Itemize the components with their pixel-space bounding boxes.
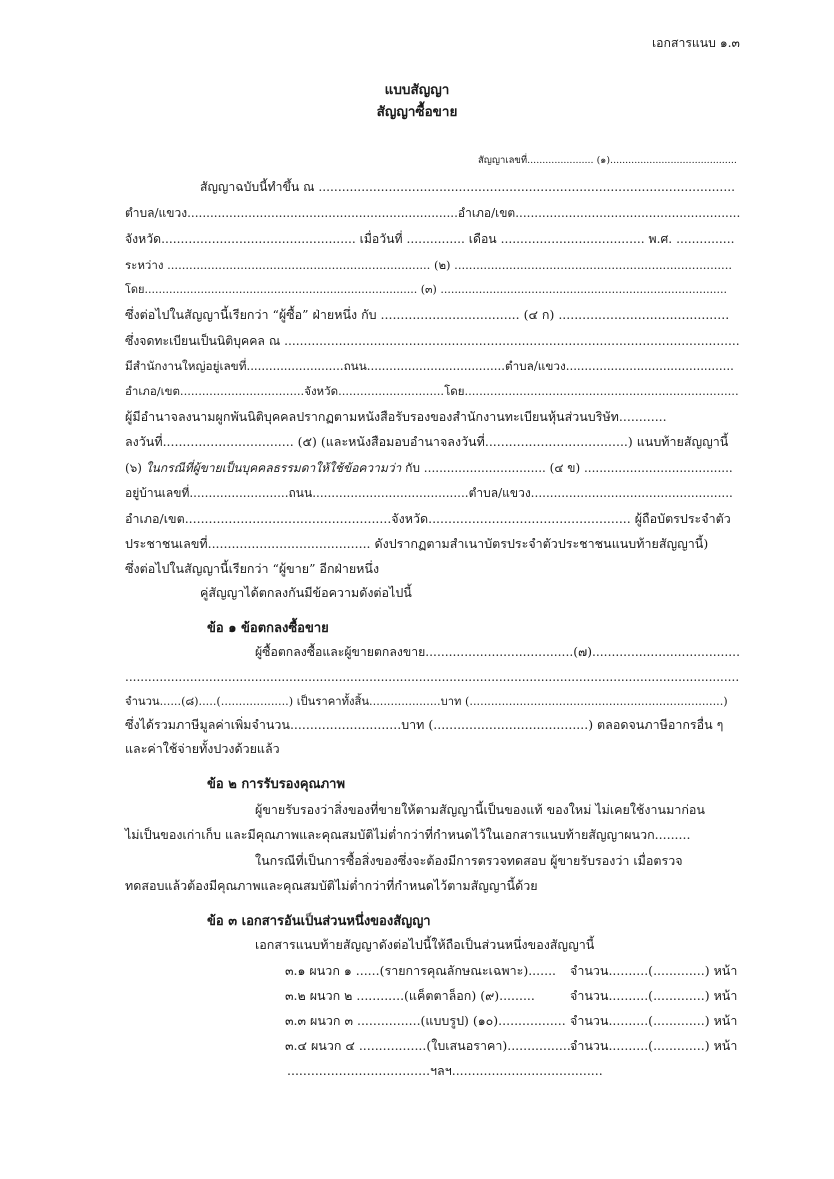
agreement-line: คู่สัญญาได้ตกลงกันมีข้อความดังต่อไปนี้ <box>200 585 412 600</box>
clause-3-heading: ข้อ ๓ เอกสารอันเป็นส่วนหนึ่งของสัญญา <box>207 914 431 929</box>
annex-3-item: ๓.๓ ผนวก ๓ ................(แบบรูป) (๑๐)................. <box>285 1013 566 1028</box>
natural-person-fill: กับ ................................ (๔ ข) ....................................... <box>401 461 733 475</box>
buyer-line: ซึ่งต่อไปในสัญญานี้เรียกว่า “ผู้ซื้อ” ฝ่ายหนึ่ง กับ ................................... (๔ ก) ........................................... <box>125 307 730 322</box>
subdistrict-line: ตำบล/แขวง.......................................................................อำเภอ/เขต........................................................... <box>125 206 741 220</box>
seller-line: ซึ่งต่อไปในสัญญานี้เรียกว่า “ผู้ขาย” อีกฝ่ายหนึ่ง <box>125 561 380 576</box>
clause-1-vat: ซึ่งได้รวมภาษีมูลค่าเพิ่มจำนวน............................บาท (.......................................) ตลอดจนภาษีอากรอื่น ๆ <box>125 717 724 732</box>
annex-2-pages: จำนวน..........(.............) หน้า <box>570 988 738 1003</box>
clause-1-expenses: และค่าใช้จ่ายทั้งปวงด้วยแล้ว <box>125 741 280 756</box>
clause-2-heading: ข้อ ๒ การรับรองคุณภาพ <box>207 777 346 792</box>
clause-1-blank-line: ................................................................................................................................................................. <box>125 670 740 684</box>
natural-person-line <box>125 459 733 477</box>
clause-2-para-2b: ทดสอบแล้วต้องมีคุณภาพและคุณสมบัติไม่ต่ำกว่าที่กำหนดไว้ตามสัญญานี้ด้วย <box>125 878 538 893</box>
etc-line: ....................................ฯลฯ...................................... <box>287 1063 603 1078</box>
id-number-line: ประชาชนเลขที่......................................... ดังปรากฏตามสำเนาบัตรประจำตัวประชาชนแนบท้ายสัญญานี้) <box>125 536 709 551</box>
address-line: อยู่บ้านเลขที่..........................ถนน.........................................ตำบล/แขวง..................................................... <box>125 486 733 500</box>
annex-3-pages: จำนวน..........(.............) หน้า <box>570 1013 738 1028</box>
contract-number-line: สัญญาเลขที่...................... (๑).......................................... <box>478 155 737 166</box>
id-card-line: อำเภอ/เขต....................................................จังหวัด................................................... ผู้ถือบัตรประจำตัว <box>125 511 731 526</box>
between-line: ระหว่าง ........................................................................ (๒) ............................................................................ <box>125 258 733 272</box>
province-date-line: จังหวัด.................................................. เมื่อวันที่ ............... เดือน ..................................... พ.ศ. ............... <box>125 232 735 246</box>
clause-2-para-1b: ไม่เป็นของเก่าเก็บ และมีคุณภาพและคุณสมบัติไม่ต่ำกว่าที่กำหนดไว้ในเอกสารแนบท้ายสัญญาผนวก......... <box>125 827 691 842</box>
annex-4-pages: จำนวน..........(.............) หน้า <box>570 1038 738 1053</box>
natural-person-note: ในกรณีที่ผู้ขายเป็นบุคคลธรรมดาให้ใช้ข้อความว่า <box>145 461 402 475</box>
clause-3-intro: เอกสารแนบท้ายสัญญาดังต่อไปนี้ให้ถือเป็นส่วนหนึ่งของสัญญานี้ <box>255 937 595 952</box>
contract-title: สัญญาซื้อขาย <box>376 104 458 120</box>
authorized-signatory-line: ผู้มีอำนาจลงนามผูกพันนิติบุคคลปรากฏตามหนังสือรับรองของสำนักงานทะเบียนหุ้นส่วนบริษัท............ <box>125 409 667 424</box>
annex-1-pages: จำนวน..........(.............) หน้า <box>570 963 738 978</box>
headquarters-line: มีสำนักงานใหญ่อยู่เลขที่..........................ถนน.....................................ตำบล/แขวง............................................. <box>125 359 734 373</box>
annex-1-item: ๓.๑ ผนวก ๑ ......(รายการคุณลักษณะเฉพาะ)....... <box>285 963 557 978</box>
made-at-line: สัญญาฉบับนี้ทำขึ้น ณ ........................................................................................................... <box>200 180 736 194</box>
note-number: (๖) <box>125 461 146 475</box>
clause-2-para-1a: ผู้ขายรับรองว่าสิ่งของที่ขายให้ตามสัญญานี้เป็นของแท้ ของใหม่ ไม่เคยใช้งานมาก่อน <box>255 802 705 817</box>
district-province-line: อำเภอ/เขต..................................จังหวัด.............................โดย........................................................................... <box>125 384 739 398</box>
form-title: แบบสัญญา <box>384 82 450 98</box>
annex-4-item: ๓.๔ ผนวก ๔ .................(ใบเสนอราคา)................. <box>285 1038 575 1053</box>
dated-line: ลงวันที่................................. (๕) (และหนังสือมอบอำนาจลงวันที่....................................) แนบท้ายสัญญานี้ <box>125 434 729 449</box>
clause-1-amount: จำนวน......(๘).....(...................) เป็นราคาทั้งสิ้น....................บาท (.......................................................................) <box>125 695 728 708</box>
clause-2-para-2a: ในกรณีที่เป็นการซื้อสิ่งของซึ่งจะต้องมีการตรวจทดสอบ ผู้ขายรับรองว่า เมื่อตรวจ <box>255 853 683 868</box>
clause-1-agree: ผู้ซื้อตกลงซื้อและผู้ขายตกลงขาย......................................(๗)...................................... <box>255 645 740 659</box>
juristic-line: ซึ่งจดทะเบียนเป็นนิติบุคคล ณ ..................................................................................................................... <box>125 334 740 348</box>
clause-1-heading: ข้อ ๑ ข้อตกลงซื้อขาย <box>207 621 329 636</box>
by-line: โดย.............................................................................. (๓) .................................................................................. <box>125 283 728 296</box>
attachment-label: เอกสารแนบ ๑.๓ <box>652 36 740 50</box>
annex-2-item: ๓.๒ ผนวก ๒ ............(แค็ตตาล็อก) (๙)......... <box>285 988 535 1003</box>
